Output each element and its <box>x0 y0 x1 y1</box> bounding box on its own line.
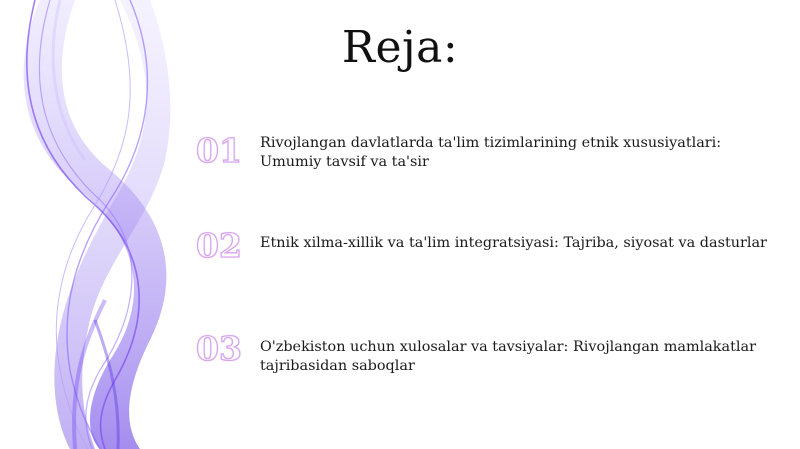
agenda-number: 01 <box>196 131 242 170</box>
agenda-text: Rivojlangan davlatlarda ta'lim tizimlarining etnik xususiyatlari: Umumiy tavsif va ta'sir <box>260 135 722 170</box>
agenda-item-3 <box>196 329 786 389</box>
decorative-smoke-wave <box>0 0 200 449</box>
agenda-text: Etnik xilma-xillik va ta'lim integratsiyasi: Tajriba, siyosat va dasturlar <box>260 235 767 251</box>
agenda-number: 02 <box>196 226 242 265</box>
slide-title: Reja: <box>341 22 459 73</box>
agenda-item-2 <box>196 226 786 286</box>
agenda-number: 03 <box>196 329 242 368</box>
agenda-item-1 <box>196 131 786 191</box>
agenda-text: O'zbekiston uchun xulosalar va tavsiyalar: Rivojlangan mamlakatlar tajribasidan saboqlar <box>260 339 756 374</box>
